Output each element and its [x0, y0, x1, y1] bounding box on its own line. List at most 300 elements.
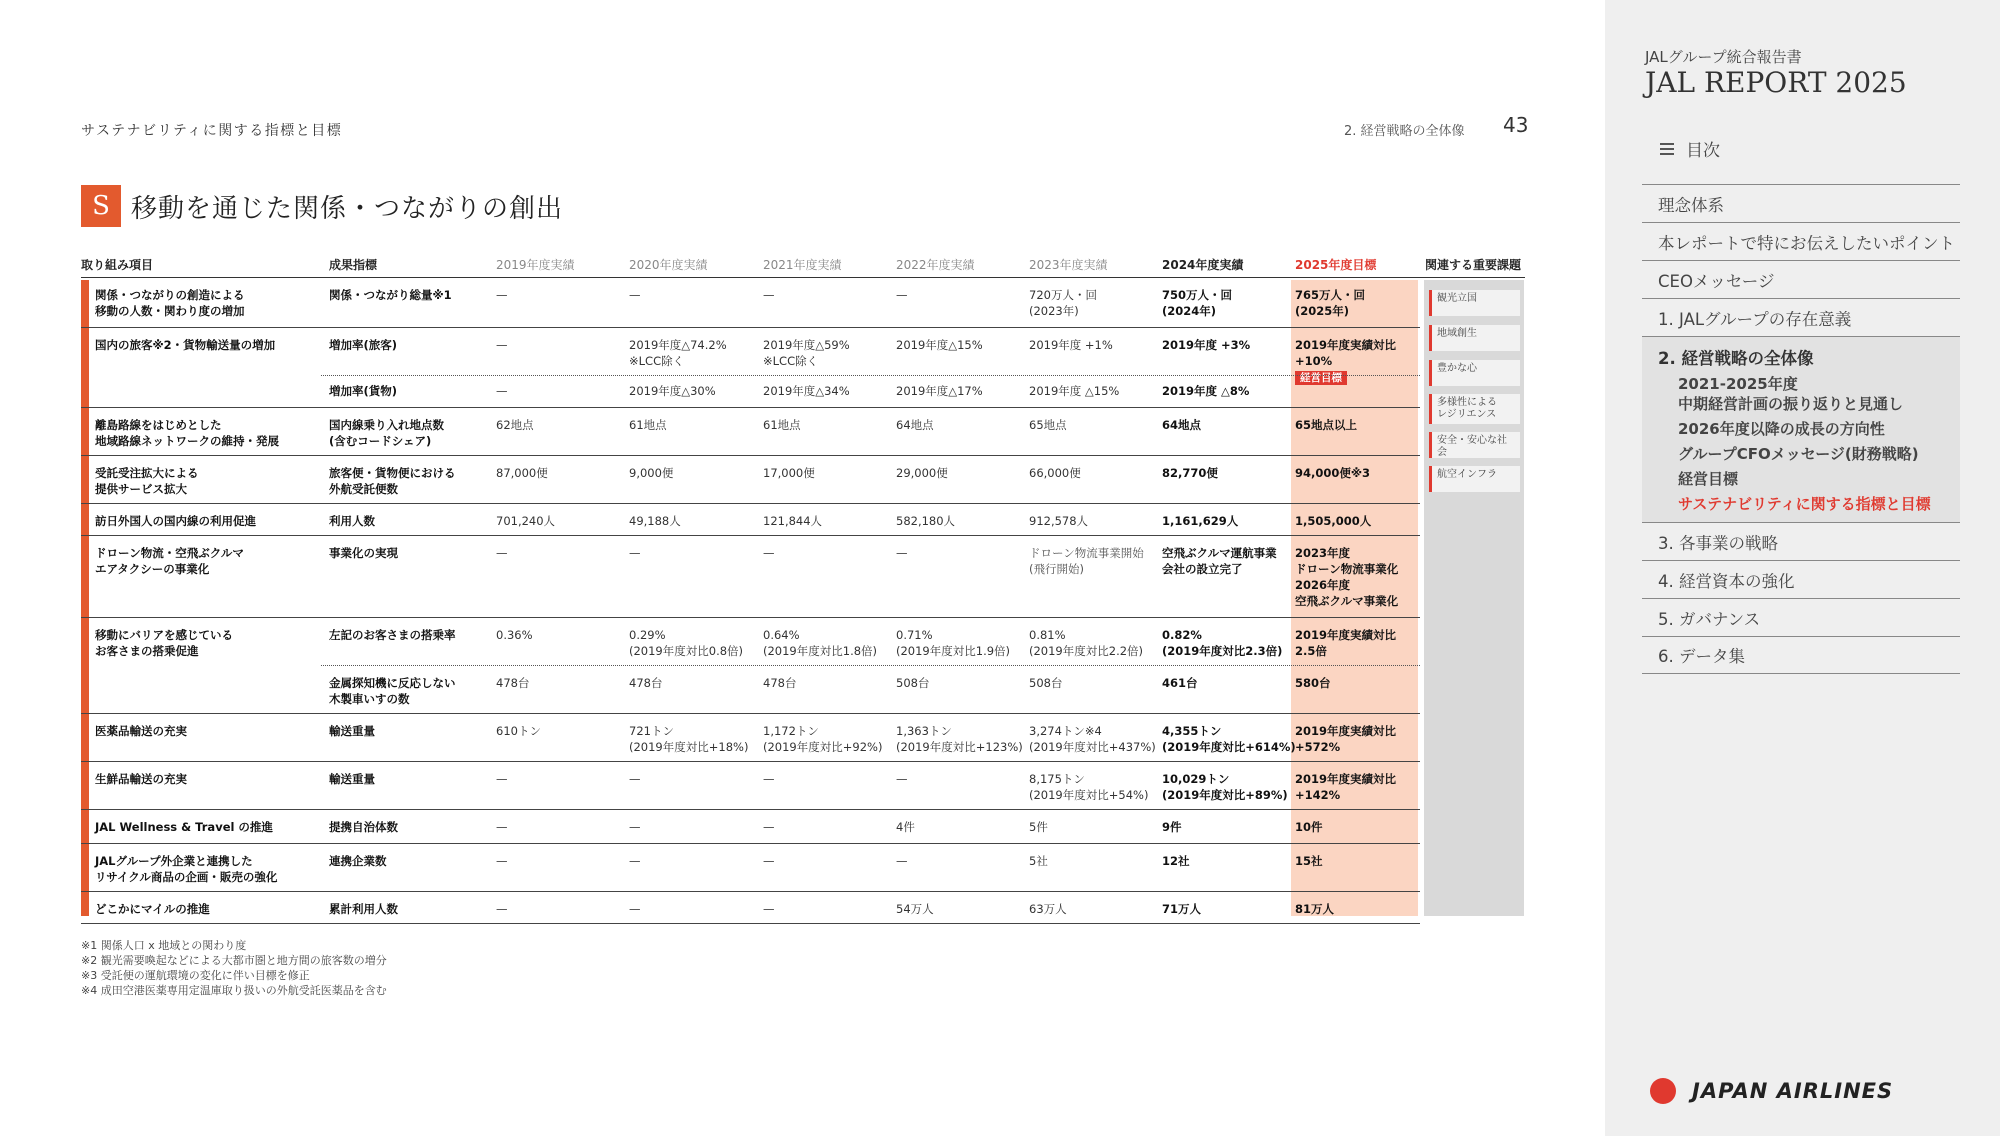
col-header-2024: 2024年度実績: [1162, 258, 1244, 272]
cell-line: 2019年度△30%: [629, 384, 716, 398]
cell-line: 2019年度△17%: [896, 384, 983, 398]
cell-line: 10,029トン: [1162, 772, 1230, 786]
chapter-label: 2. 経営戦略の全体像: [1344, 124, 1465, 139]
col-header-item: 取り組み項目: [81, 258, 154, 272]
cell-y2019: [496, 819, 508, 835]
table-row: [81, 280, 1525, 328]
cell-line: 訪日外国人の国内線の利用促進: [95, 514, 256, 528]
cell-line: 29,000便: [896, 466, 948, 480]
cell-line: 2.5倍: [1295, 644, 1327, 658]
cell-line: 増加率(旅客): [329, 338, 398, 352]
crane-logo-icon: [1650, 1078, 1676, 1104]
cell-y2025: [1295, 287, 1365, 319]
cell-line: 478台: [763, 676, 797, 690]
cell-y2025: [1295, 771, 1396, 803]
cell-line: (2019年度対比+89%): [1162, 788, 1288, 802]
cell-line: 65地点: [1029, 418, 1067, 432]
cell-item: [95, 337, 275, 353]
cell-line: (2019年度対比1.8倍): [763, 644, 878, 658]
cell-line: 2019年度実績対比: [1295, 724, 1397, 738]
cell-line: 82,770便: [1162, 466, 1218, 480]
cell-y2024: [1162, 545, 1277, 577]
table-row: [81, 716, 1525, 762]
cell-line: どこかにマイルの推進: [95, 902, 210, 916]
cell-y2022: [896, 513, 955, 529]
cell-line: 701,240人: [496, 514, 556, 528]
cell-metric: [329, 337, 397, 353]
cell-line: 2019年度△59%: [763, 338, 850, 352]
cell-line: (含むコードシェア): [329, 434, 432, 448]
cell-line: (2019年度対比1.9倍): [896, 644, 1011, 658]
cell-metric: [329, 513, 375, 529]
cell-line: 49,188人: [629, 514, 681, 528]
cell-y2022: [896, 819, 915, 835]
cell-line: お客さまの搭乗促進: [95, 644, 199, 658]
issue-tag: 地域創生: [1429, 325, 1520, 351]
toc-sidebar: [1605, 0, 2000, 1136]
cell-line: 関係・つながりの創造による: [95, 288, 245, 302]
cell-y2023: [1029, 771, 1148, 803]
cell-y2024: [1162, 675, 1198, 691]
cell-line: 64地点: [896, 418, 934, 432]
toc-subitem-line: サステナビリティに関する指標と目標: [1678, 495, 1931, 513]
col-header-2025: 2025年度目標: [1295, 258, 1377, 272]
cell-line: 508台: [1029, 676, 1063, 690]
cell-line: (2023年): [1029, 304, 1079, 318]
issue-tag: 観光立国: [1429, 290, 1520, 316]
cell-item: [95, 287, 245, 319]
cell-line: 金属探知機に反応しない: [329, 676, 456, 690]
cell-metric: [329, 675, 456, 707]
cell-line: 2019年度 △8%: [1162, 384, 1250, 398]
row-divider: [81, 407, 1420, 408]
cell-y2023: [1029, 337, 1113, 353]
table-row: [81, 410, 1525, 456]
section-title: サステナビリティに関する指標と目標: [81, 123, 343, 139]
cell-y2021: [763, 287, 775, 303]
menu-icon: [1660, 143, 1674, 155]
cell-line: 65地点以上: [1295, 418, 1358, 432]
cell-line: (2019年度対比+54%): [1029, 788, 1149, 802]
table-row: [81, 764, 1525, 810]
cell-line: JALグループ外企業と連携した: [95, 854, 253, 868]
cell-y2020: [629, 627, 743, 659]
cell-y2024: [1162, 513, 1238, 529]
cell-y2019: [496, 545, 508, 561]
cell-y2022: [896, 287, 908, 303]
toc-subitem-line: 2026年度以降の成長の方向性: [1678, 420, 1885, 438]
cell-y2023: [1029, 675, 1062, 691]
cell-item: [95, 417, 279, 449]
cell-item: [95, 465, 199, 497]
cell-line: 10件: [1295, 820, 1323, 834]
toc-subitem-line: グループCFOメッセージ(財務戦略): [1678, 445, 1919, 463]
cell-line: 66,000便: [1029, 466, 1081, 480]
cell-y2019: [496, 383, 508, 399]
cell-y2020: [629, 465, 673, 481]
cell-metric: [329, 545, 398, 561]
cell-line: 61地点: [629, 418, 667, 432]
cell-line: 生鮮品輸送の充実: [95, 772, 187, 786]
cell-line: —: [763, 820, 775, 834]
cell-y2023: [1029, 465, 1081, 481]
cell-line: 受託受注拡大による: [95, 466, 199, 480]
cell-y2022: [896, 675, 929, 691]
cell-line: 国内線乗り入れ地点数: [329, 418, 444, 432]
cell-line: 750万人・回: [1162, 288, 1233, 302]
cell-line: 国内の旅客※2・貨物輸送量の増加: [95, 338, 276, 352]
brand-name: JAPAN AIRLINES: [1692, 1079, 1894, 1103]
cell-y2024: [1162, 723, 1296, 755]
row-divider: [321, 665, 1420, 666]
table-row: [81, 506, 1525, 536]
table-row: [81, 330, 1525, 384]
cell-y2022: [896, 417, 934, 433]
cell-y2019: [496, 901, 508, 917]
toc-item[interactable]: 5. ガバナンス: [1642, 598, 1960, 636]
cell-line: 61地点: [763, 418, 801, 432]
cell-line: 5件: [1029, 820, 1048, 834]
cell-line: 94,000便※3: [1295, 466, 1371, 480]
cell-line: —: [763, 772, 775, 786]
row-divider: [81, 327, 1420, 328]
cell-y2022: [896, 627, 1010, 659]
cell-line: (2019年度対比+123%): [896, 740, 1023, 754]
page-number: 43: [1503, 113, 1529, 137]
report-title: JAL REPORT 2025: [1645, 66, 1907, 99]
cell-line: +10%: [1295, 354, 1333, 368]
cell-item: [95, 853, 277, 885]
cell-y2024: [1162, 819, 1182, 835]
toc-subitem[interactable]: [1658, 374, 1960, 414]
footnote-1: ※1 関係人口 x 地域との関わり度: [81, 939, 247, 952]
cell-line: 提供サービス拡大: [95, 482, 187, 496]
cell-y2024: [1162, 465, 1218, 481]
cell-line: 1,172トン: [763, 724, 819, 738]
cell-y2022: [896, 383, 983, 399]
cell-line: (2019年度対比+437%): [1029, 740, 1156, 754]
cell-y2023: [1029, 417, 1067, 433]
cell-y2023: [1029, 901, 1067, 917]
cell-y2021: [763, 417, 801, 433]
cell-y2021: [763, 337, 850, 369]
toc-subitem[interactable]: [1658, 444, 1960, 464]
cell-y2019: [496, 723, 541, 739]
cell-line: 580台: [1295, 676, 1331, 690]
cell-y2021: [763, 723, 882, 755]
cell-y2022: [896, 853, 908, 869]
toc-subitem[interactable]: [1658, 494, 1960, 514]
cell-line: 1,505,000人: [1295, 514, 1372, 528]
cell-y2019: [496, 465, 548, 481]
cell-line: 4件: [896, 820, 915, 834]
cell-y2021: [763, 513, 822, 529]
cell-item: [95, 723, 187, 739]
toc-item[interactable]: 4. 経営資本の強化: [1642, 560, 1960, 598]
toc-subitem-line: 中期経営計画の振り返りと見通し: [1678, 395, 1904, 413]
cell-line: —: [763, 288, 775, 302]
cell-line: 0.29%: [629, 628, 666, 642]
cell-line: —: [763, 854, 775, 868]
table-row: [81, 620, 1525, 666]
cell-line: 17,000便: [763, 466, 815, 480]
col-header-2022: 2022年度実績: [896, 258, 975, 272]
cell-line: 空飛ぶクルマ運航事業: [1162, 546, 1277, 560]
cell-line: 87,000便: [496, 466, 548, 480]
cell-y2023: [1029, 513, 1088, 529]
cell-line: 1,363トン: [896, 724, 952, 738]
col-header-2023: 2023年度実績: [1029, 258, 1108, 272]
cell-line: 9,000便: [629, 466, 674, 480]
cell-metric: [329, 417, 444, 449]
cell-line: —: [896, 772, 908, 786]
cell-metric: [329, 723, 375, 739]
cell-y2023: [1029, 723, 1156, 755]
cell-item: [95, 901, 210, 917]
cell-line: (2019年度対比+18%): [629, 740, 749, 754]
cell-y2021: [763, 545, 775, 561]
cell-y2020: [629, 417, 667, 433]
cell-metric: [329, 771, 375, 787]
cell-line: 0.71%: [896, 628, 933, 642]
cell-y2022: [896, 901, 934, 917]
cell-y2019: [496, 627, 533, 643]
cell-line: 移動にバリアを感じている: [95, 628, 233, 642]
cell-line: (2019年度対比+92%): [763, 740, 883, 754]
toc-item[interactable]: CEOメッセージ: [1642, 260, 1960, 298]
cell-line: リサイクル商品の企画・販売の強化: [95, 870, 278, 884]
cell-line: 0.64%: [763, 628, 800, 642]
toc-item-active[interactable]: [1642, 336, 1960, 522]
cell-line: —: [496, 338, 508, 352]
cell-line: 増加率(貨物): [329, 384, 398, 398]
row-divider: [81, 455, 1420, 456]
cell-y2021: [763, 627, 877, 659]
cell-y2025: [1295, 465, 1370, 481]
cell-line: 事業化の実現: [329, 546, 398, 560]
cell-line: 輸送重量: [329, 724, 375, 738]
toc-subitem[interactable]: [1658, 469, 1960, 489]
cell-line: 720万人・回: [1029, 288, 1097, 302]
cell-line: (2019年度対比+614%): [1162, 740, 1296, 754]
cell-line: 0.82%: [1162, 628, 1202, 642]
cell-y2025: [1295, 853, 1323, 869]
cell-line: 地域路線ネットワークの維持・発展: [95, 434, 279, 448]
cell-y2020: [629, 771, 641, 787]
row-divider: [81, 891, 1420, 892]
cell-line: 左記のお客さまの搭乗率: [329, 628, 456, 642]
row-divider: [81, 923, 1420, 924]
toc-item[interactable]: 理念体系: [1642, 184, 1960, 222]
cell-line: 会社の設立完了: [1162, 562, 1243, 576]
cell-line: +142%: [1295, 788, 1341, 802]
cell-line: (2024年): [1162, 304, 1217, 318]
page-title: [81, 185, 563, 227]
cell-line: —: [896, 546, 908, 560]
cell-line: —: [896, 288, 908, 302]
cell-line: —: [763, 902, 775, 916]
cell-y2019: [496, 853, 508, 869]
cell-y2019: [496, 287, 508, 303]
cell-y2020: [629, 901, 641, 917]
cell-line: 木製車いすの数: [329, 692, 410, 706]
cell-y2021: [763, 771, 775, 787]
table-row: [81, 538, 1525, 618]
cell-y2024: [1162, 853, 1190, 869]
title-text: 移動を通じた関係・つながりの創出: [131, 193, 564, 224]
cell-line: 765万人・回: [1295, 288, 1366, 302]
cell-line: 62地点: [496, 418, 534, 432]
cell-line: 508台: [896, 676, 930, 690]
col-header-issues: 関連する重要課題: [1425, 258, 1522, 272]
cell-line: 478台: [496, 676, 530, 690]
cell-line: 71万人: [1162, 902, 1202, 916]
cell-line: —: [629, 772, 641, 786]
cell-y2023: [1029, 383, 1119, 399]
cell-y2024: [1162, 901, 1201, 917]
cell-line: 連携企業数: [329, 854, 387, 868]
cell-line: (2019年度対比2.3倍): [1162, 644, 1283, 658]
toc-active-head: 2. 経営戦略の全体像: [1658, 349, 1814, 368]
cell-y2025: [1295, 513, 1371, 529]
cell-line: 利用人数: [329, 514, 375, 528]
cell-y2019: [496, 675, 529, 691]
cell-line: —: [496, 854, 508, 868]
cell-y2024: [1162, 417, 1201, 433]
cell-line: 9件: [1162, 820, 1182, 834]
cell-line: —: [496, 546, 508, 560]
table-row: [81, 668, 1525, 714]
cell-line: (2019年度対比2.2倍): [1029, 644, 1144, 658]
cell-y2025: [1295, 901, 1334, 917]
cell-line: 2019年度 +3%: [1162, 338, 1251, 352]
cell-y2021: [763, 901, 775, 917]
cell-line: —: [629, 902, 641, 916]
cell-line: 582,180人: [896, 514, 956, 528]
cell-line: 912,578人: [1029, 514, 1089, 528]
cell-y2021: [763, 853, 775, 869]
cell-metric: [329, 819, 398, 835]
cell-item: [95, 513, 256, 529]
cell-y2020: [629, 853, 641, 869]
report-subtitle: JALグループ統合報告書: [1645, 48, 1802, 66]
cell-line: 2019年度実績対比: [1295, 628, 1397, 642]
cell-line: ドローン物流事業化: [1295, 562, 1399, 576]
management-target-badge: 経営目標: [1295, 371, 1347, 385]
cell-y2023: [1029, 819, 1048, 835]
footnote-4: ※4 成田空港医薬専用定温庫取り扱いの外航受託医薬品を含む: [81, 984, 387, 997]
col-header-metric: 成果指標: [329, 258, 378, 272]
cell-line: +572%: [1295, 740, 1341, 754]
toc-item[interactable]: 1. JALグループの存在意義: [1642, 298, 1960, 336]
cell-line: 15社: [1295, 854, 1323, 868]
cell-y2022: [896, 723, 1023, 755]
table-row: [81, 812, 1525, 844]
footnote-3: ※3 受託便の運航環境の変化に伴い目標を修正: [81, 969, 310, 982]
toc-subitem[interactable]: [1658, 419, 1960, 439]
cell-line: 累計利用人数: [329, 902, 398, 916]
row-divider: [81, 761, 1420, 762]
table-header: [81, 250, 1525, 278]
cell-y2025: [1295, 417, 1357, 433]
cell-line: 2023年度: [1295, 546, 1351, 560]
cell-metric: [329, 287, 452, 303]
cell-line: 610トン: [496, 724, 541, 738]
cell-y2025: [1295, 545, 1398, 609]
col-header-2020: 2020年度実績: [629, 258, 708, 272]
cell-y2020: [629, 383, 716, 399]
cell-y2020: [629, 513, 681, 529]
row-divider: [81, 843, 1420, 844]
cell-line: 2019年度△74.2%: [629, 338, 727, 352]
cell-y2024: [1162, 771, 1288, 803]
cell-line: 2019年度 △15%: [1029, 384, 1120, 398]
col-header-2019: 2019年度実績: [496, 258, 575, 272]
cell-line: ドローン物流事業開始: [1029, 546, 1144, 560]
cell-y2023: [1029, 287, 1097, 319]
toc-subitem-line: 経営目標: [1678, 470, 1739, 488]
cell-line: 0.36%: [496, 628, 533, 642]
cell-y2024: [1162, 383, 1249, 399]
cell-line: 2019年度 +1%: [1029, 338, 1113, 352]
cell-line: 2019年度△34%: [763, 384, 850, 398]
cell-line: —: [629, 288, 641, 302]
cell-metric: [329, 627, 456, 643]
cell-y2020: [629, 723, 748, 755]
cell-y2020: [629, 545, 641, 561]
cell-item: [95, 627, 233, 659]
toc-subitem-line: 2021-2025年度: [1678, 375, 1798, 393]
cell-y2022: [896, 337, 983, 353]
cell-line: 54万人: [896, 902, 934, 916]
cell-line: 81万人: [1295, 902, 1335, 916]
issue-tag: 安全・安心な社会: [1429, 432, 1520, 458]
cell-line: —: [496, 902, 508, 916]
toc-item[interactable]: 本レポートで特にお伝えしたいポイント: [1642, 222, 1960, 260]
cell-line: (飛行開始): [1029, 562, 1084, 576]
table-row: [81, 894, 1525, 924]
toc-item[interactable]: 6. データ集: [1642, 636, 1960, 674]
cell-y2019: [496, 417, 534, 433]
cell-line: 63万人: [1029, 902, 1067, 916]
cell-item: [95, 545, 244, 577]
cell-line: 関係・つながり総量※1: [329, 288, 452, 302]
cell-line: 移動の人数・関わり度の増加: [95, 304, 245, 318]
table-row: [81, 458, 1525, 504]
cell-metric: [329, 465, 456, 497]
row-divider: [81, 617, 1420, 618]
cell-line: 外航受託便数: [329, 482, 398, 496]
cell-line: ※LCC除く: [763, 354, 819, 368]
cell-y2025: [1295, 723, 1396, 755]
cell-line: 2019年度実績対比: [1295, 772, 1397, 786]
toc-button[interactable]: [1660, 136, 1720, 161]
cell-line: 12社: [1162, 854, 1190, 868]
cell-y2025: [1295, 675, 1331, 691]
issue-tag: 豊かな心: [1429, 360, 1520, 386]
toc-item[interactable]: 3. 各事業の戦略: [1642, 522, 1960, 560]
cell-line: —: [496, 772, 508, 786]
cell-y2020: [629, 819, 641, 835]
cell-y2021: [763, 465, 815, 481]
cell-y2019: [496, 771, 508, 787]
cell-y2020: [629, 675, 662, 691]
cell-y2024: [1162, 627, 1282, 659]
cell-y2020: [629, 337, 727, 369]
row-divider: [81, 535, 1420, 536]
cell-y2023: [1029, 627, 1143, 659]
cell-line: —: [896, 854, 908, 868]
